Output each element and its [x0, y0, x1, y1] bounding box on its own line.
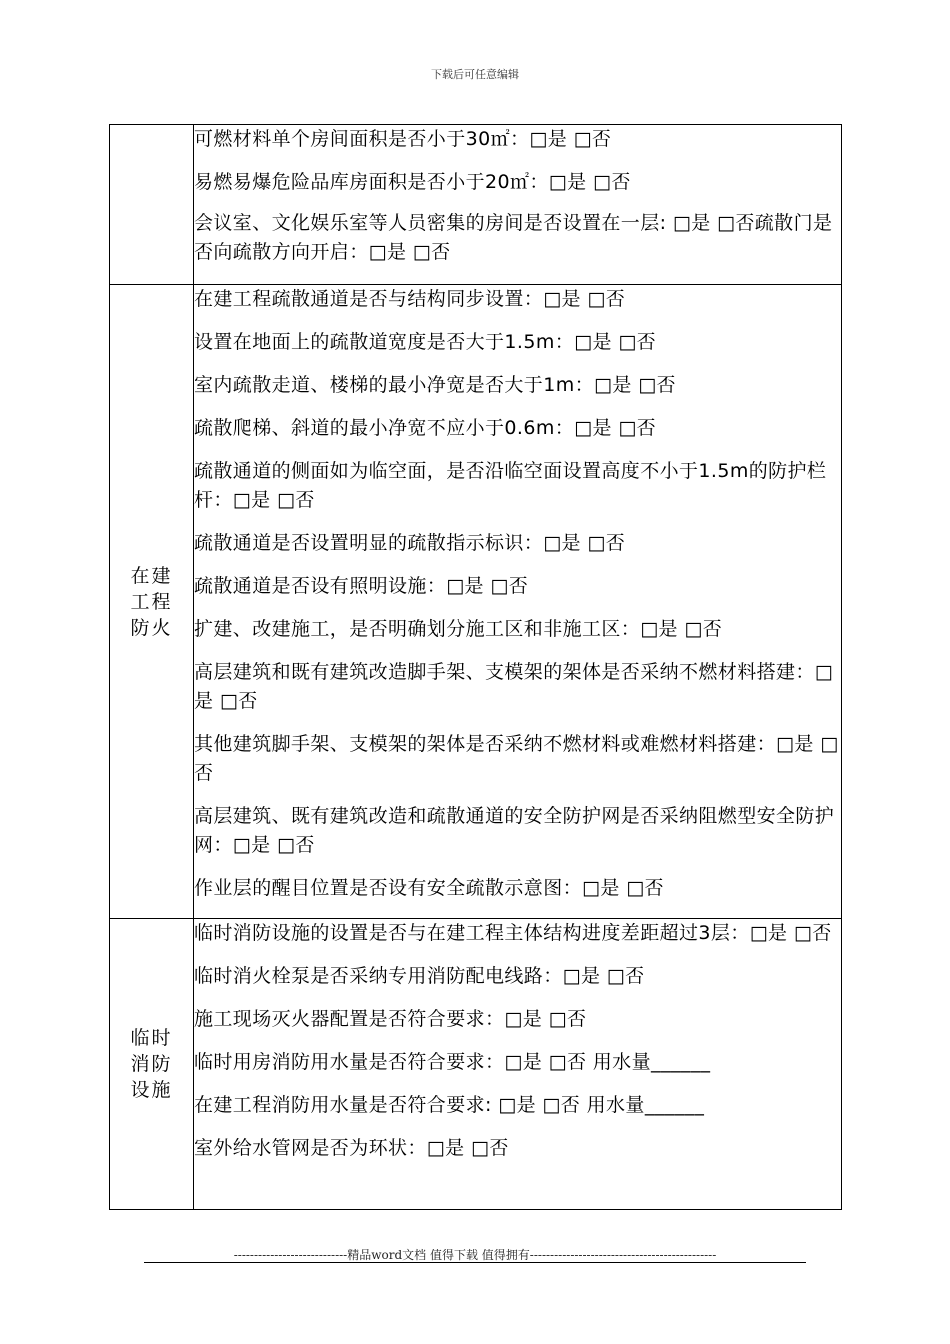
category-cell: [110, 919, 194, 1210]
category-label: 临时消防设施: [130, 1027, 173, 1101]
checklist-item: 在建工程疏散通道是否与结构同步设置：□是 □否: [194, 288, 626, 310]
checklist-item: 易燃易爆危险品库房面积是否小于20㎡：□是 □否: [194, 171, 631, 193]
header-note: 下载后可任意编辑: [431, 68, 519, 81]
checklist-item: 施工现场灭火器配置是否符合要求：□是 □否: [194, 1008, 587, 1030]
checklist-item: 设置在地面上的疏散道宽度是否大于1.5m：□是 □否: [194, 331, 657, 353]
checklist-item: 其他建筑脚手架、支模架的架体是否采纳不燃材料或难燃材料搭建：□是 □否: [194, 733, 839, 784]
fire-inspection-table: [109, 124, 842, 1210]
footer-rule: [144, 1262, 806, 1263]
checklist-item: 可燃材料单个房间面积是否小于30㎡：□是 □否: [194, 128, 612, 150]
checklist-item: 疏散通道是否设置明显的疏散指示标识：□是 □否: [194, 532, 626, 554]
checklist-item: 临时消防设施的设置是否与在建工程主体结构进度差距超过3层：□是 □否: [194, 922, 832, 944]
checklist-item: 会议室、文化娱乐室等人员密集的房间是否设置在一层: □是 □否疏散门是否向疏散方向开启：□是 □否: [194, 212, 833, 263]
checklist-item: 疏散通道的侧面如为临空面，是否沿临空面设置高度不小于1.5m的防护栏杆：□是 □否: [194, 460, 827, 511]
category-cell: [110, 125, 194, 285]
checklist-item: 疏散通道是否设有照明设施：□是 □否: [194, 575, 529, 597]
checklist-item: 临时用房消防用水量是否符合要求：□是 □否 用水量______: [194, 1051, 711, 1073]
items-cell: [194, 285, 842, 919]
category-label: 在建工程防火: [130, 564, 173, 639]
checklist-item: 高层建筑和既有建筑改造脚手架、支模架的架体是否采纳不燃材料搭建：□是 □否: [194, 661, 834, 712]
category-cell: [110, 285, 194, 919]
items-cell: [194, 125, 842, 285]
checklist-item: 室外给水管网是否为环状：□是 □否: [194, 1137, 509, 1159]
checklist-item: 疏散爬梯、斜道的最小净宽不应小于0.6m：□是 □否: [194, 417, 657, 439]
checklist-item: 作业层的醒目位置是否设有安全疏散示意图：□是 □否: [194, 877, 664, 899]
checklist-item: 室内疏散走道、楼梯的最小净宽是否大于1m：□是 □否: [194, 374, 676, 396]
checklist-item: 扩建、改建施工，是否明确划分施工区和非施工区：□是 □否: [194, 618, 723, 640]
items-cell: [194, 919, 842, 1210]
table-row-section-2: [110, 285, 842, 919]
checklist-item: 在建工程消防用水量是否符合要求: □是 □否 用水量______: [194, 1094, 705, 1116]
table-row-section-3: [110, 919, 842, 1210]
table-row-section-1: [110, 125, 842, 285]
checklist-item: 临时消火栓泵是否采纳专用消防配电线路：□是 □否: [194, 965, 645, 987]
footer-note: ----------------------------精品word文档 值得下载 值得拥有----------------------------------------------: [233, 1248, 717, 1262]
checklist-item: 高层建筑、既有建筑改造和疏散通道的安全防护网是否采纳阻燃型安全防护网：□是 □否: [194, 805, 835, 856]
